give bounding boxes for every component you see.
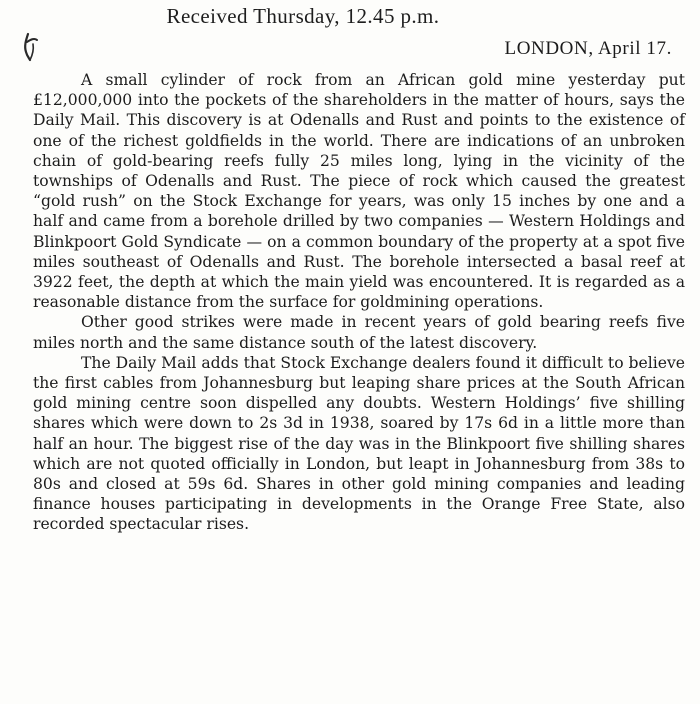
article-paragraph: The Daily Mail adds that Stock Exchange dealers found it difficult to believe the first cables from Johannesburg but leaping share prices at the South African gold mining centre soon dispelled any doubts. Western Holdings’ five shilling shares which were down to 2s 3d in 1938, soared by 17s 6d in a little more than half an hour. The biggest rise of the day was in the Blinkpoort five shilling shares which are not quoted officially in London, but leapt in Johannesburg from 38s to 80s and closed at 59s 6d. Shares in other gold mining companies and leading finance houses participating in developments in the Orange Free State, also recorded spectacular rises. <box>33 353 685 534</box>
article-body <box>33 70 685 535</box>
pencil-check-mark-icon <box>20 30 42 64</box>
received-time-stamp: Received Thursday, 12.45 p.m. <box>166 4 440 28</box>
article-paragraph: Other good strikes were made in recent years of gold bearing reefs five miles north and the same distance south of the latest discovery. <box>33 313 685 352</box>
article-paragraph: A small cylinder of rock from an African gold mine yesterday put £12,000,000 into the pockets of the shareholders in the matter of hours, says the Daily Mail. This discovery is at Odenalls and Rust and points to the existence of one of the richest goldfields in the world. There are indications of an unbroken chain of gold-bearing reefs fully 25 miles long, lying in the vicinity of the townships of Odenalls and Rust. The piece of rock which caused the greatest “gold rush” on the Stock Exchange for years, was only 15 inches by one and a half and came from a borehole drilled by two companies — Western Holdings and Blinkpoort Gold Syndicate — on a common boundary of the property at a spot five miles southeast of Odenalls and Rust. The borehole intersected a basal reef at 3922 feet, the depth at which the main yield was encountered. It is regarded as a reasonable distance from the surface for goldmining operations. <box>33 71 685 312</box>
dateline: LONDON, April 17. <box>504 38 672 59</box>
